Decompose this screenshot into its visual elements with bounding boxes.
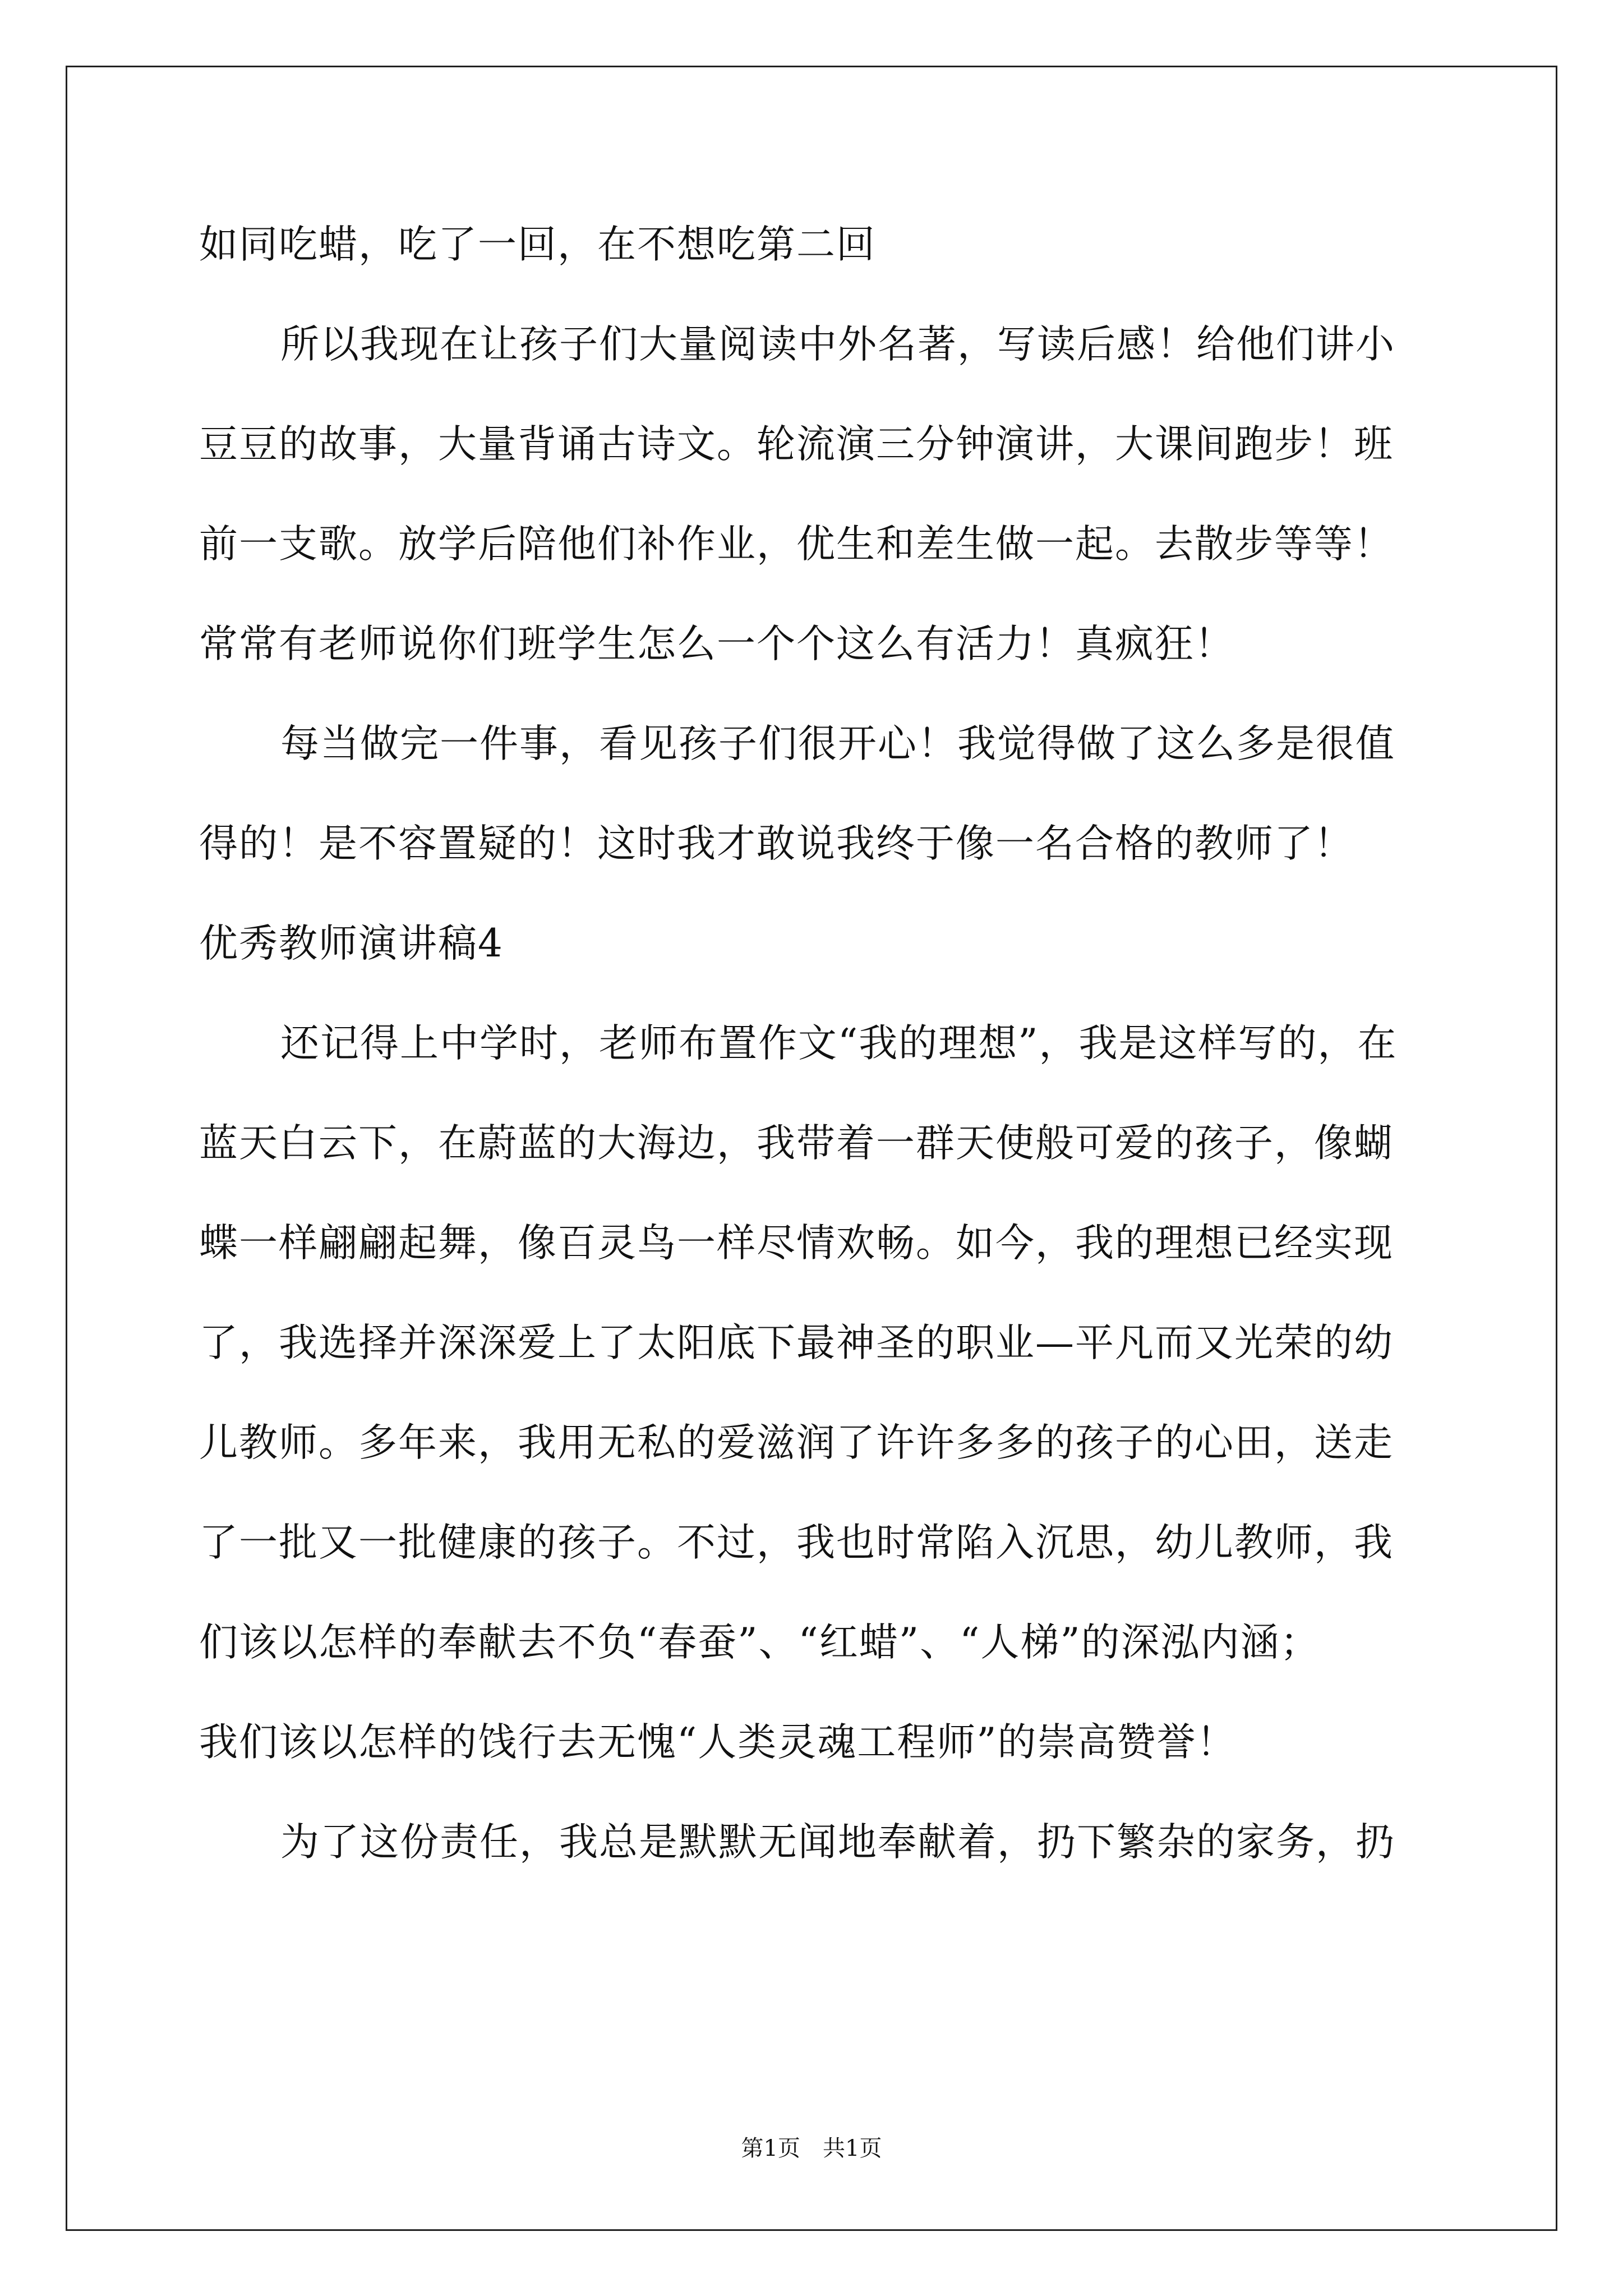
text-line: 了一批又一批健康的孩子。不过，我也时常陷入沉思，幼儿教师，我 bbox=[199, 1520, 1394, 1565]
text-line: 如同吃蜡，吃了一回，在不想吃第二回 bbox=[199, 222, 876, 267]
text-line: 常常有老师说你们班学生怎么一个个这么有活力！真疯狂！ bbox=[199, 622, 1234, 666]
paragraph-first-line: 还记得上中学时，老师布置作文“我的理想”，我是这样写的，在 bbox=[280, 1021, 1398, 1066]
section-heading: 优秀教师演讲稿4 bbox=[199, 921, 504, 966]
paragraph-first-line: 每当做完一件事，看见孩子们很开心！我觉得做了这么多是很值 bbox=[280, 721, 1395, 766]
page-total: 共1页 bbox=[823, 2136, 882, 2161]
page-number: 第1页 bbox=[741, 2136, 800, 2161]
text-line: 儿教师。多年来，我用无私的爱滋润了许许多多的孩子的心田，送走 bbox=[199, 1420, 1394, 1465]
paragraph-first-line: 所以我现在让孩子们大量阅读中外名著，写读后感！给他们讲小 bbox=[280, 322, 1395, 367]
paragraph-first-line: 为了这份责任，我总是默默无闻地奉献着，扔下繁杂的家务，扔 bbox=[280, 1820, 1395, 1865]
text-line: 豆豆的故事，大量背诵古诗文。轮流演三分钟演讲，大课间跑步！班 bbox=[199, 422, 1394, 467]
text-line: 们该以怎样的奉献去不负“春蚕”、“红蜡”、“人梯”的深泓内涵； bbox=[199, 1620, 1320, 1665]
text-line: 蝶一样翩翩起舞，像百灵鸟一样尽情欢畅。如今，我的理想已经实现 bbox=[199, 1221, 1394, 1266]
text-line: 我们该以怎样的饯行去无愧“人类灵魂工程师”的崇高赞誉！ bbox=[199, 1720, 1237, 1765]
text-line: 蓝天白云下，在蔚蓝的大海边，我带着一群天使般可爱的孩子，像蝴 bbox=[199, 1121, 1394, 1166]
text-line: 得的！是不容置疑的！这时我才敢说我终于像一名合格的教师了！ bbox=[199, 821, 1354, 866]
text-line: 前一支歌。放学后陪他们补作业，优生和差生做一起。去散步等等！ bbox=[199, 522, 1394, 567]
text-line: 了，我选择并深深爱上了太阳底下最神圣的职业—平凡而又光荣的幼 bbox=[199, 1320, 1394, 1365]
page-footer bbox=[0, 2134, 1623, 2162]
